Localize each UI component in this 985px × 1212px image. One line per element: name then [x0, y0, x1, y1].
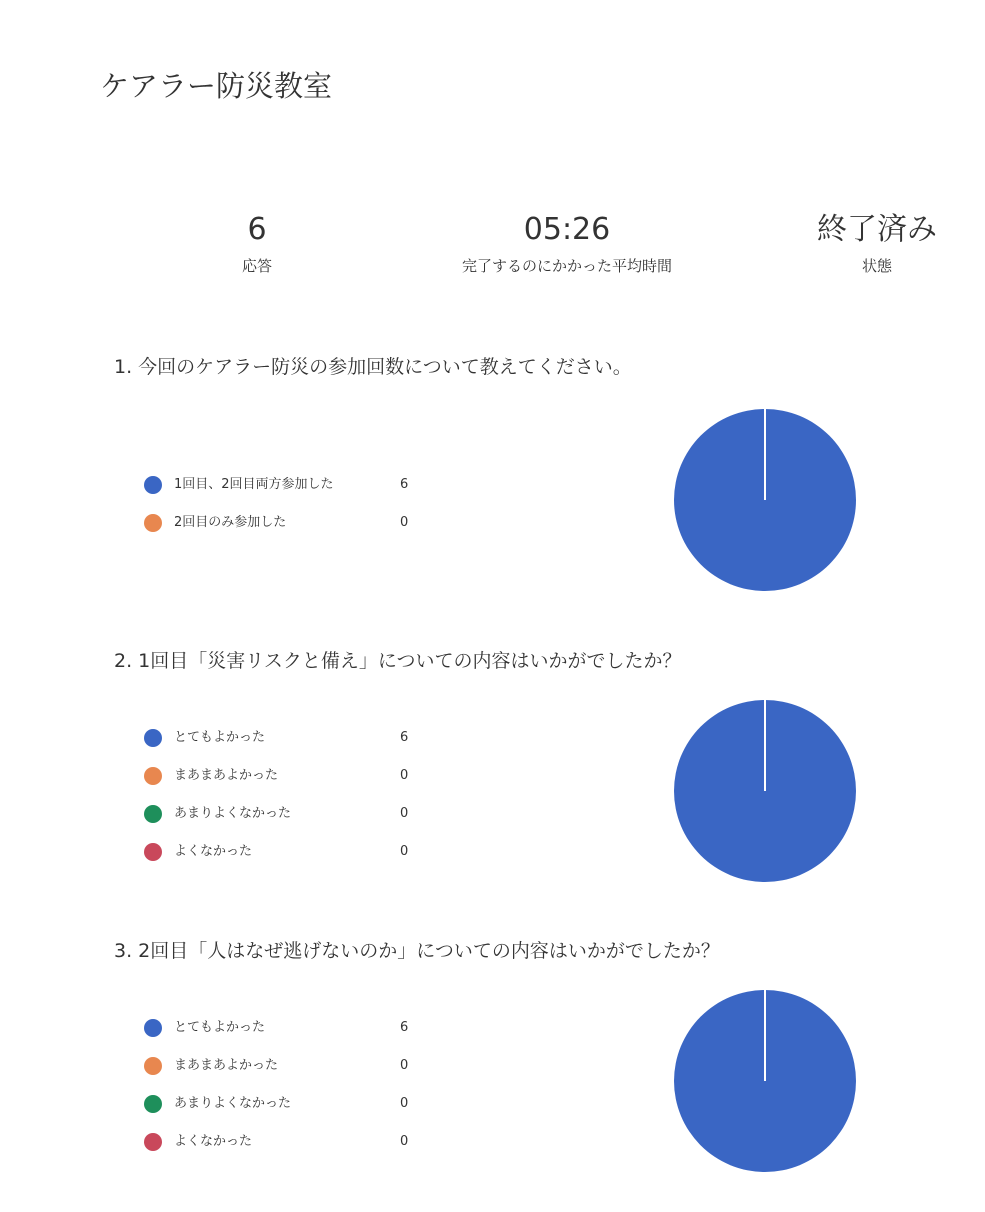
- legend-label: あまりよくなかった: [174, 1096, 292, 1111]
- legend-count: 0: [400, 844, 409, 859]
- legend-label: とてもよかった: [174, 1020, 266, 1035]
- stat-label: 状態: [861, 257, 892, 275]
- legend-label: あまりよくなかった: [174, 806, 292, 821]
- question-title: 1. 今回のケアラー防災の参加回数について教えてください。: [114, 356, 632, 378]
- legend-label: とてもよかった: [174, 730, 266, 745]
- legend-dot-icon: [144, 1057, 162, 1075]
- stat-label: 完了するのにかかった平均時間: [461, 257, 672, 275]
- legend-dot-icon: [144, 514, 162, 532]
- legend-dot-icon: [144, 729, 162, 747]
- legend-label: 2回目のみ参加した: [174, 515, 287, 530]
- question-title: 3. 2回目「人はなぜ逃げないのか」についての内容はいかがでしたか？: [114, 940, 720, 962]
- legend-label: よくなかった: [174, 1134, 253, 1149]
- legend-dot-icon: [144, 1095, 162, 1113]
- legend-count: 0: [400, 768, 409, 783]
- legend-dot-icon: [144, 476, 162, 494]
- legend-label: よくなかった: [174, 844, 253, 859]
- legend-dot-icon: [144, 767, 162, 785]
- legend-dot-icon: [144, 1019, 162, 1037]
- pie-chart: [672, 988, 858, 1174]
- legend-label: 1回目、2回目両方参加した: [174, 477, 334, 492]
- legend-count: 0: [400, 515, 409, 530]
- stat-label: 応答: [241, 257, 272, 275]
- stat-responses: [197, 210, 317, 278]
- pie-chart: [672, 407, 858, 593]
- legend-label: まあまあよかった: [174, 768, 279, 783]
- stat-value: 終了済み: [817, 212, 937, 247]
- stat-status: [787, 210, 967, 278]
- legend-count: 0: [400, 1058, 409, 1073]
- legend-count: 0: [400, 1134, 409, 1149]
- legend-dot-icon: [144, 843, 162, 861]
- legend-count: 6: [400, 477, 409, 492]
- legend-dot-icon: [144, 1133, 162, 1151]
- pie-chart: [672, 698, 858, 884]
- page-title: ケアラー防災教室: [100, 69, 333, 103]
- stat-value: 05:26: [523, 212, 611, 247]
- legend-dot-icon: [144, 805, 162, 823]
- legend-count: 0: [400, 806, 409, 821]
- legend-count: 6: [400, 730, 409, 745]
- legend-count: 6: [400, 1020, 409, 1035]
- stat-value: 6: [247, 212, 267, 247]
- stat-average-time: [417, 210, 717, 278]
- legend-label: まあまあよかった: [174, 1058, 279, 1073]
- question-title: 2. 1回目「災害リスクと備え」についての内容はいかがでしたか？: [114, 650, 682, 672]
- legend-count: 0: [400, 1096, 409, 1111]
